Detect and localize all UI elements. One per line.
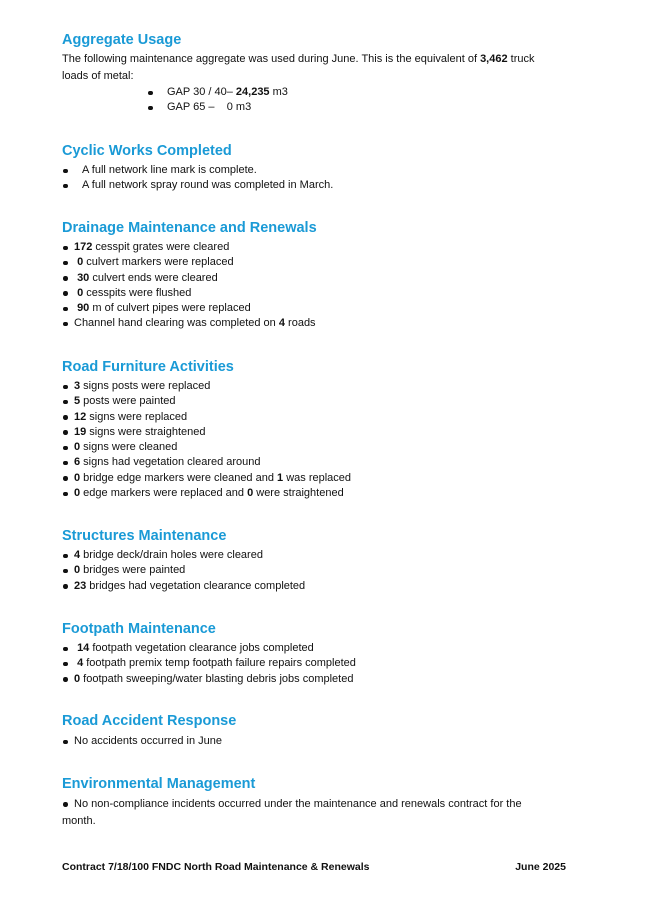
footpath-list bbox=[62, 641, 356, 687]
list-item: 4 bridge deck/drain holes were cleared bbox=[62, 548, 305, 563]
aggregate-list bbox=[147, 85, 288, 116]
heading-structures: Structures Maintenance bbox=[62, 528, 227, 544]
accident-list bbox=[62, 734, 222, 749]
list-item: 0 culvert markers were replaced bbox=[62, 255, 316, 270]
cyclic-list bbox=[62, 163, 333, 194]
drainage-list bbox=[62, 240, 316, 332]
list-item: A full network line mark is complete. bbox=[62, 163, 333, 178]
structures-list bbox=[62, 548, 305, 594]
list-item: 0 edge markers were replaced and 0 were straightened bbox=[62, 486, 351, 501]
list-item: 3 signs posts were replaced bbox=[62, 379, 351, 394]
heading-aggregate-usage: Aggregate Usage bbox=[62, 32, 182, 48]
list-item: 12 signs were replaced bbox=[62, 410, 351, 425]
furniture-list bbox=[62, 379, 351, 501]
list-item: 14 footpath vegetation clearance jobs completed bbox=[62, 641, 356, 656]
footer-date: June 2025 bbox=[515, 861, 566, 873]
aggregate-trucks: 3,462 bbox=[480, 53, 508, 65]
heading-cyclic-works: Cyclic Works Completed bbox=[62, 143, 232, 159]
list-item: GAP 30 / 40– 24,235 m3 bbox=[147, 85, 288, 100]
heading-footpath: Footpath Maintenance bbox=[62, 621, 216, 637]
list-item: 90 m of culvert pipes were replaced bbox=[62, 301, 316, 316]
bullet-icon bbox=[63, 802, 68, 807]
heading-drainage: Drainage Maintenance and Renewals bbox=[62, 220, 317, 236]
page-footer bbox=[62, 861, 566, 873]
list-item: 0 bridge edge markers were cleaned and 1 was replaced bbox=[62, 471, 351, 486]
list-item: 0 footpath sweeping/water blasting debris jobs completed bbox=[62, 672, 356, 687]
list-item: 172 cesspit grates were cleared bbox=[62, 240, 316, 255]
list-item: 5 posts were painted bbox=[62, 394, 351, 409]
environment-text: No non-compliance incidents occurred under the maintenance and renewals contract for the month. bbox=[62, 798, 522, 827]
list-item: 23 bridges had vegetation clearance completed bbox=[62, 579, 305, 594]
heading-environmental: Environmental Management bbox=[62, 776, 256, 792]
list-item: 6 signs had vegetation cleared around bbox=[62, 455, 351, 470]
list-item: Channel hand clearing was completed on 4 roads bbox=[62, 316, 316, 331]
aggregate-intro: The following maintenance aggregate was used during June. This is the equivalent of 3,462 truck loads of metal: bbox=[62, 53, 535, 82]
list-item: GAP 65 – 0 m3 bbox=[147, 100, 288, 115]
list-item: 30 culvert ends were cleared bbox=[62, 271, 316, 286]
list-item: 4 footpath premix temp footpath failure repairs completed bbox=[62, 656, 356, 671]
footer-contract: Contract 7/18/100 FNDC North Road Maintenance & Renewals bbox=[62, 861, 370, 873]
list-item: 0 signs were cleaned bbox=[62, 440, 351, 455]
list-item: No accidents occurred in June bbox=[62, 734, 222, 749]
list-item: 0 cesspits were flushed bbox=[62, 286, 316, 301]
heading-road-accident: Road Accident Response bbox=[62, 713, 237, 729]
list-item: 19 signs were straightened bbox=[62, 425, 351, 440]
list-item: A full network spray round was completed in March. bbox=[62, 178, 333, 193]
heading-road-furniture: Road Furniture Activities bbox=[62, 359, 234, 375]
list-item: 0 bridges were painted bbox=[62, 563, 305, 578]
